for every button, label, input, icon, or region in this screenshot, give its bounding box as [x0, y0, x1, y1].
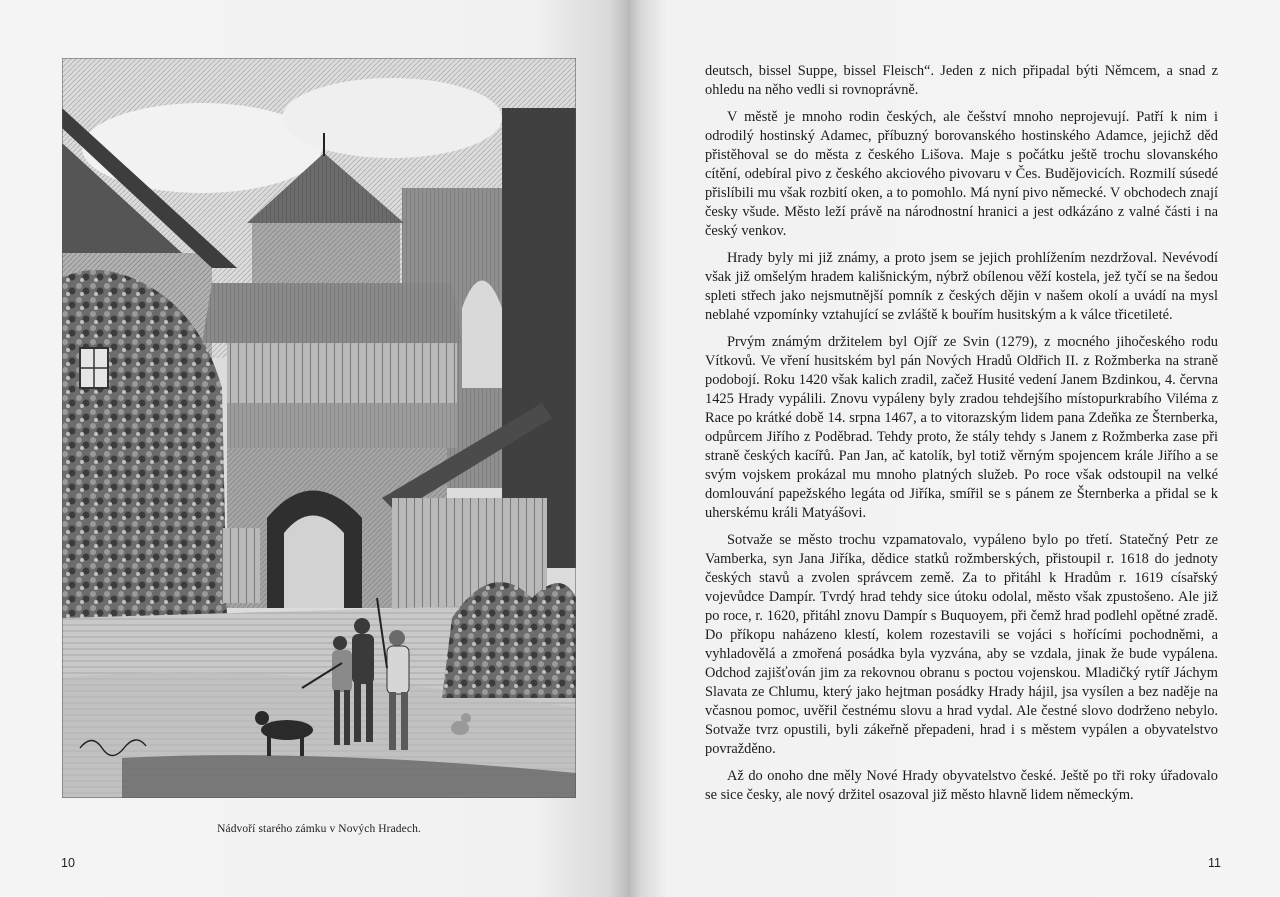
paragraph: V městě je mnoho rodin českých, ale češství mnoho neprojevují. Patří k nim i odrodilý hostinský Adamec, příbuzný borovanského hostinského Adamce, jejichž děd přistěhoval se do města z českého Lišova. Maje s počátku ještě trochu slovanského cítění, odebíral pivo z českého akciového pivovaru v Čes. Budějovicích. Rozmilí súsedé přislíbili mu však rozbití oken, a to pomohlo. Má nyní pivo německé. V obchodech znají česky všude. Město leží právě na národnostní hranici a jest odkázáno z valné části i na český venkov. [705, 109, 1218, 239]
image-caption: Nádvoří starého zámku v Nových Hradech. [217, 823, 421, 835]
paragraph: Sotvaže se město trochu vzpamatovalo, vypáleno bylo po třetí. Statečný Petr ze Vamberka, syn Jana Jiříka, dědice statků rožmberských, přistoupil r. 1618 do jednoty českých stavů a zvolen správcem země. Za to přitáhl k Hradům r. 1619 císařský vojevůdce Dampír. Tvrdý hrad tehdy sice útoku odolal, město však zpustošeno. Ale již po roce, r. 1620, přitáhl znovu Dampír s Buquoyem, při čemž hrad podlehl opětné zradě. Do příkopu naházeno klestí, kolem rozestavili se vojáci s hořícími pochodněmi, a vyhladovělá a zmořená posádka byla vyzvána, aby se vzdala, jinak že bude vypálena. Odchod zajišťován jim za rekovnou obranu s poctou vojenskou. Mladičký rytíř Jáchym Slavata ze Chlumu, který jako hejtman posádky Hrady hájil, jsa vysílen a bez naděje na včasnou pomoc, uvěřil čestnému slovu a hrad vydal. Ale čestné slovo dodrženo nebylo. Sotvaže tvrz opustili, byli zákeřně přepadeni, hrad i s městem vypálen a obyvatelstvo povražděno. [705, 532, 1218, 757]
paragraph: deutsch, bissel Suppe, bissel Fleisch“. Jeden z nich připadal býti Němcem, a snad z ohledu na něho vedli si rovnoprávně. [705, 63, 1218, 98]
paragraph: Prvým známým držitelem byl Ojíř ze Svin (1279), z mocného jihočeského rodu Vítkovů. Ve vření husitském byl pán Nových Hradů Oldřich II. z Rožmberka na straně podobojí. Roku 1420 však kalich zradil, začež Husité vedení Janem Bzdinkou, 4. června 1425 Hrady vypálili. Znovu vypáleny byly zradou tehdejšího místopurkrabího Viléma z Race po krátké době 14. srpna 1467, a to vitorazským lidem pana Zdeňka ze Šternberka, odpůrcem Jiřího z Poděbrad. Tehdy proto, že stály tehdy s Janem z Rožmberka zase při straně českých kacířů. Pan Jan, ač katolík, byl totiž věrným spojencem krále Jiřího a se svým vojskem prokázal mu mnoho platných služeb. Po roce však odstoupil na velké domlouvání papežského legáta od Jiříka, smířil se s pánem ze Šternberka a přidal se k uherskému králi Matyášovi. [705, 334, 1218, 521]
body-text [705, 62, 1218, 813]
page-number-left: 10 [61, 856, 75, 870]
castle-courtyard-engraving [62, 58, 576, 798]
paragraph: Až do onoho dne měly Nové Hrady obyvatelstvo české. Ještě po tři roky úřadovalo se sice česky, ale nový držitel osazoval již město hlavně lidem německým. [705, 768, 1218, 803]
left-page [0, 0, 628, 897]
page-number-right: 11 [1208, 856, 1221, 870]
paragraph: Hrady byly mi již známy, a proto jsem se jejich prohlížením nezdržoval. Nevévodí však již omšelým hradem kališnickým, nýbrž obílenou věží kostela, jež tyčí se na šedou spleti střech jako nejsmutnější pomník z českých dějin v našem okolí a uvádí na mysl neblahé vzpomínky vztahující se zvláště k bouřím husitským a k válce třicetileté. [705, 250, 1218, 323]
